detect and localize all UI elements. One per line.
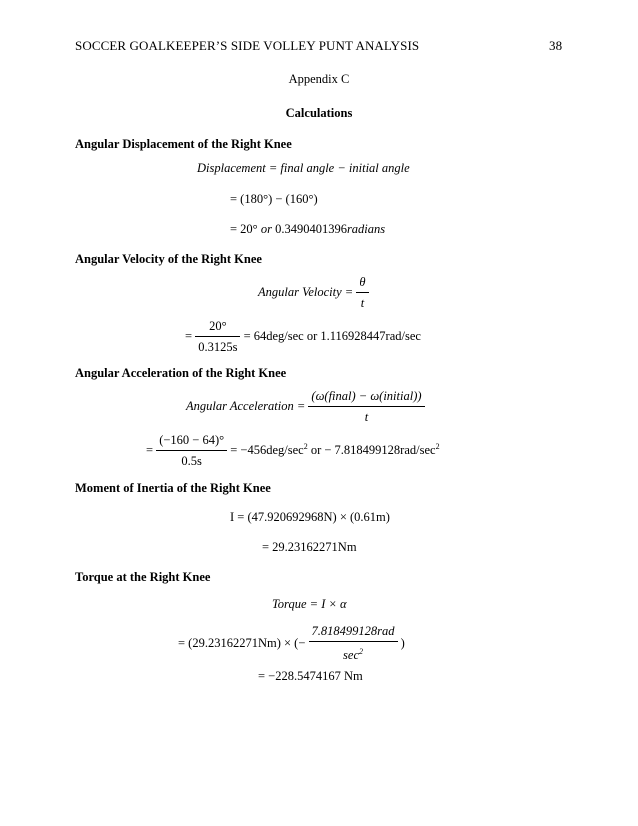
displacement-result <box>230 222 385 237</box>
velocity-calc-denominator: 0.3125s <box>198 340 238 354</box>
displacement-formula: Displacement = final angle − initial angle <box>197 161 410 175</box>
acceleration-lhs: Angular Acceleration = <box>186 399 306 413</box>
displacement-radians-unit: radians <box>346 222 386 236</box>
displacement-degrees: = 20° <box>230 222 261 236</box>
acceleration-formula <box>186 386 425 427</box>
torque-calc-fraction <box>309 621 398 665</box>
torque-calc-numerator: 7.818499128rad <box>309 621 398 642</box>
torque-calc-denominator: $\sec^2$ <box>343 647 363 663</box>
acceleration-numerator: (ω(final) − ω(initial)) <box>308 386 424 407</box>
torque-formula: Torque = I × α <box>272 597 347 611</box>
torque-calc-den-exponent: 2 <box>359 647 363 656</box>
acceleration-calc-numerator: (−160 − 64)° <box>156 430 227 451</box>
section-heading-acceleration: Angular Acceleration of the Right Knee <box>75 366 287 380</box>
velocity-lhs: Angular Velocity = <box>258 285 354 299</box>
displacement-radians-value: 0.3490401396 <box>271 222 347 236</box>
velocity-calc-numerator: 20° <box>195 316 240 337</box>
acceleration-deg-result: = −456deg/sec <box>230 443 304 458</box>
displacement-or: or <box>260 222 272 236</box>
torque-calculation <box>178 621 405 665</box>
acceleration-rad-exponent: 2 <box>435 442 440 452</box>
velocity-fraction <box>356 272 368 313</box>
displacement-substitution: = (180°) − (160°) <box>230 192 318 206</box>
section-heading-velocity: Angular Velocity of the Right Knee <box>75 252 262 266</box>
appendix-label: Appendix C <box>288 72 350 86</box>
section-heading-inertia: Moment of Inertia of the Right Knee <box>75 481 271 495</box>
section-heading-displacement: Angular Displacement of the Right Knee <box>75 137 292 151</box>
acceleration-fraction <box>308 386 424 427</box>
acceleration-deg-exponent: 2 <box>303 442 308 452</box>
velocity-denominator: t <box>360 296 365 310</box>
acceleration-calc-denominator: 0.5s <box>181 454 202 468</box>
inertia-formula: I = (47.920692968N) × (0.61m) <box>230 510 390 524</box>
running-head: SOCCER GOALKEEPER’S SIDE VOLLEY PUNT ANALYSIS <box>75 38 420 53</box>
page-number: 38 <box>549 38 563 53</box>
page-title: Calculations <box>285 106 353 120</box>
acceleration-calc-result <box>230 442 439 458</box>
acceleration-calculation: = $\frac{(-160 - 64)^\circ}{0.5s}$ = $-456deg/\sec^2$ or − $7.818499128rad/\sec^2$ <box>146 430 440 471</box>
acceleration-rad-result: or − 7.818499128rad/sec <box>307 443 436 458</box>
velocity-calc-fraction <box>195 316 240 357</box>
acceleration-calc-fraction <box>156 430 227 471</box>
velocity-calculation: = $\frac{20^\circ}{0.3125s}$ = 64deg/sec or 1.116928447rad/sec <box>185 316 421 357</box>
velocity-numerator: θ <box>356 272 368 293</box>
inertia-result: = 29.23162271Nm <box>262 540 357 554</box>
velocity-formula <box>258 272 369 313</box>
section-heading-torque: Torque at the Right Knee <box>75 570 211 584</box>
velocity-calc-result: = 64deg/sec or 1.116928447rad/sec <box>243 329 421 343</box>
torque-calc-right: ) <box>400 635 405 650</box>
torque-result: = −228.5474167 Nm <box>258 669 363 683</box>
torque-calc-left: = (29.23162271Nm) × (− <box>178 635 306 650</box>
acceleration-denominator: t <box>364 410 369 424</box>
